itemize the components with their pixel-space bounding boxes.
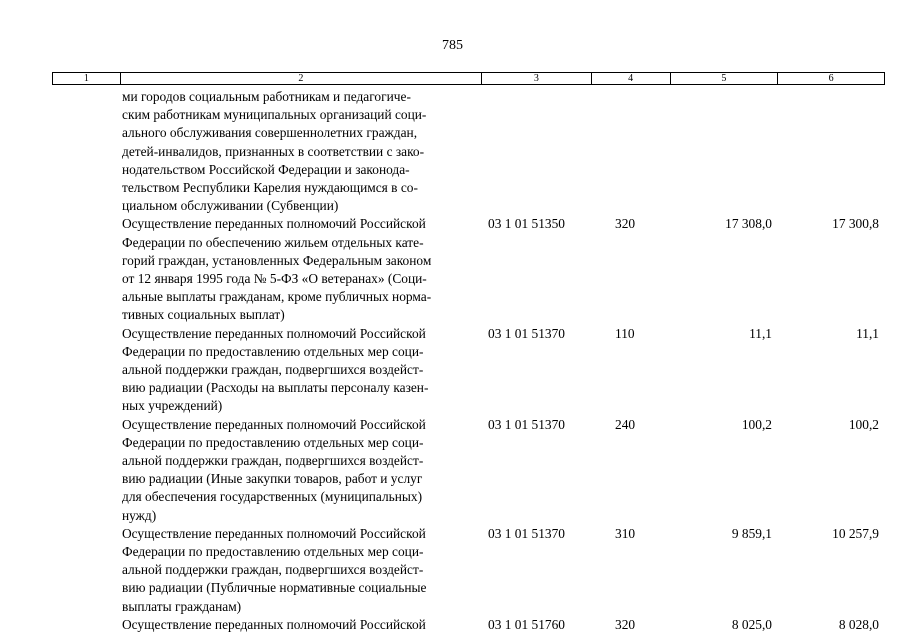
expense-type-code: 320 <box>615 216 636 232</box>
description-line: альной поддержки граждан, подвергшихся воздейст- <box>122 453 424 469</box>
description-line: Осуществление переданных полномочий Российской <box>122 325 426 341</box>
table-row <box>0 525 905 616</box>
amount-column-5: 100,2 <box>741 416 772 432</box>
page-number: 785 <box>442 38 463 53</box>
row-description <box>122 88 477 215</box>
row-description <box>122 325 477 416</box>
column-header-6: 6 <box>777 73 884 84</box>
description-line: Федерации по обеспечению жильем отдельных кате- <box>122 234 424 250</box>
description-line: циальном обслуживании (Субвенции) <box>122 198 339 214</box>
description-line: Федерации по предоставлению отдельных мер соци- <box>122 343 424 359</box>
target-article-code: 03 1 01 51370 <box>488 325 565 341</box>
description-line: тельством Республики Карелия нуждающимся в со- <box>122 180 418 196</box>
description-line: ального обслуживания совершеннолетних граждан, <box>122 125 418 141</box>
expense-type-code: 110 <box>615 325 635 341</box>
amount-column-5: 17 308,0 <box>725 216 772 232</box>
row-description <box>122 616 477 634</box>
row-description <box>122 416 477 525</box>
target-article-code: 03 1 01 51370 <box>488 525 565 541</box>
amount-column-6: 17 300,8 <box>832 216 879 232</box>
description-line: тивных социальных выплат) <box>122 307 285 323</box>
amount-column-6: 10 257,9 <box>832 525 879 541</box>
table-row <box>0 215 905 324</box>
description-line: альные выплаты гражданам, кроме публичных норма- <box>122 289 432 305</box>
expense-type-code: 310 <box>615 525 636 541</box>
column-header-2: 2 <box>120 73 481 84</box>
description-line: нужд) <box>122 507 157 523</box>
amount-column-6: 11,1 <box>856 325 879 341</box>
table-row <box>0 416 905 525</box>
table-row <box>0 325 905 416</box>
amount-column-6: 8 028,0 <box>838 616 879 632</box>
row-description <box>122 215 477 324</box>
amount-column-5: 11,1 <box>749 325 772 341</box>
description-line: Федерации по предоставлению отдельных мер соци- <box>122 544 424 560</box>
expense-type-code: 320 <box>615 616 636 632</box>
table-row <box>0 616 905 634</box>
description-line: вию радиации (Расходы на выплаты персоналу казен- <box>122 380 429 396</box>
row-description <box>122 525 477 616</box>
description-line: Федерации по предоставлению отдельных мер соци- <box>122 434 424 450</box>
description-line: для обеспечения государственных (муниципальных) <box>122 489 423 505</box>
description-line: от 12 января 1995 года № 5-ФЗ «О ветеранах» (Соци- <box>122 271 427 287</box>
description-line: нодательством Российской Федерации и законода- <box>122 161 410 177</box>
target-article-code: 03 1 01 51350 <box>488 216 565 232</box>
target-article-code: 03 1 01 51370 <box>488 416 565 432</box>
description-line: ским работникам муниципальных организаций соци- <box>122 107 427 123</box>
amount-column-6: 100,2 <box>848 416 879 432</box>
description-line: детей-инвалидов, признанных в соответствии с зако- <box>122 143 425 159</box>
description-line: Осуществление переданных полномочий Российской <box>122 525 426 541</box>
description-line: альной поддержки граждан, подвергшихся воздейст- <box>122 362 424 378</box>
column-header-3: 3 <box>481 73 591 84</box>
amount-column-5: 9 859,1 <box>731 525 772 541</box>
description-line: Осуществление переданных полномочий Российской <box>122 416 426 432</box>
description-line: выплаты гражданам) <box>122 598 242 614</box>
expense-type-code: 240 <box>615 416 636 432</box>
column-header-4: 4 <box>591 73 670 84</box>
table-header-row <box>52 72 885 85</box>
column-header-1: 1 <box>83 73 89 84</box>
description-line: вию радиации (Иные закупки товаров, работ и услуг <box>122 471 423 487</box>
description-line: Осуществление переданных полномочий Российской <box>122 216 426 232</box>
table-body <box>0 88 905 634</box>
description-line: альной поддержки граждан, подвергшихся воздейст- <box>122 562 424 578</box>
table-row <box>0 88 905 215</box>
description-line: вию радиации (Публичные нормативные социальные <box>122 580 427 596</box>
description-line: горий граждан, установленных Федеральным законом <box>122 252 432 268</box>
amount-column-5: 8 025,0 <box>731 616 772 632</box>
description-line: ми городов социальным работникам и педагогиче- <box>122 89 411 104</box>
description-line: ных учреждений) <box>122 398 223 414</box>
target-article-code: 03 1 01 51760 <box>488 616 565 632</box>
column-header-5: 5 <box>670 73 778 84</box>
description-line: Осуществление переданных полномочий Российской <box>122 616 426 632</box>
